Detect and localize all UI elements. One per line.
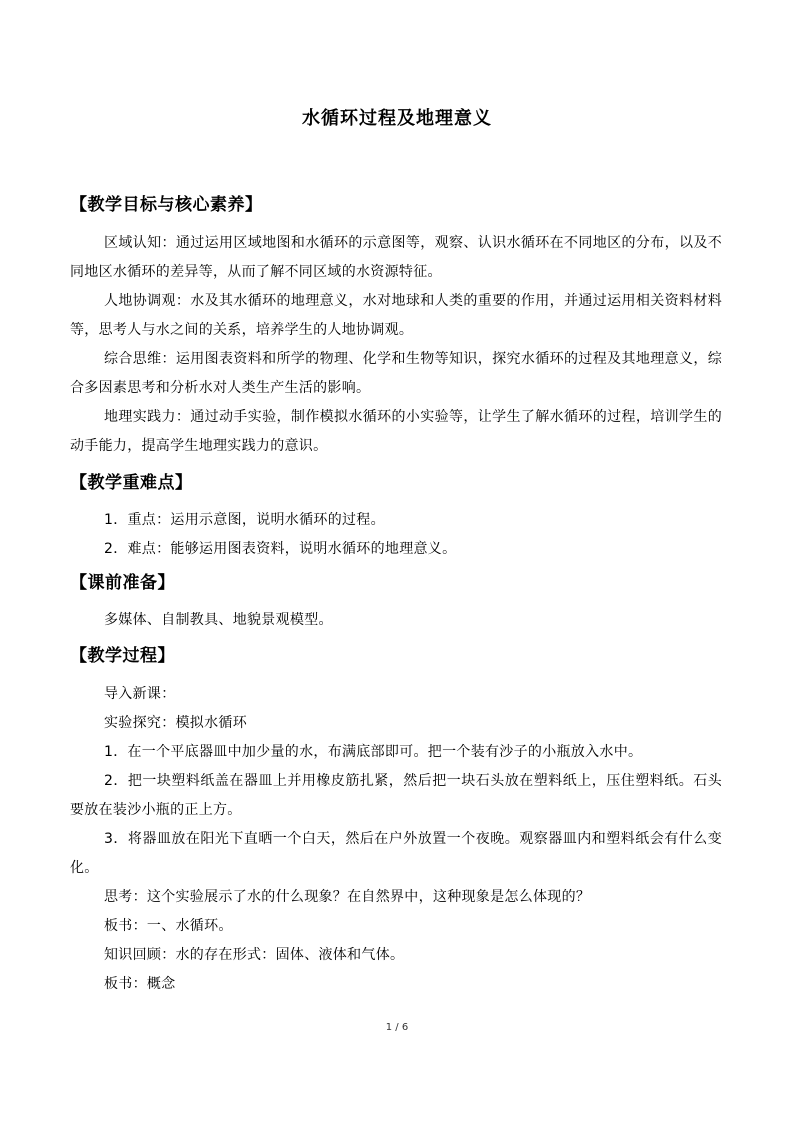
process-think: 思考：这个实验展示了水的什么现象？在自然界中，这种现象是怎么体现的？ — [104, 889, 591, 905]
objective-paragraph: 区域认知：通过运用区域地图和水循环的示意图等，观察、认识水循环在不同地区的分布，以及不同地区水循环的差异等，从而了解不同区域的水资源特征。 — [70, 235, 722, 280]
page-number: 1 / 6 — [385, 1022, 409, 1033]
key-point-item: 1．重点：运用示意图，说明水循环的过程。 — [104, 512, 385, 528]
page-title: 水循环过程及地理意义 — [302, 108, 492, 129]
process-board-1: 板书：一、水循环。 — [104, 918, 233, 934]
objective-paragraph: 综合思维：运用图表资料和所学的物理、化学和生物等知识，探究水循环的过程及其地理意义，综合多因素思考和分析水对人类生产生活的影响。 — [70, 351, 722, 396]
process-intro: 导入新课： — [104, 686, 176, 702]
key-point-item: 2．难点：能够运用图表资料，说明水循环的地理意义。 — [104, 541, 457, 557]
process-experiment: 实验探究：模拟水循环 — [104, 715, 247, 731]
process-review: 知识回顾：水的存在形式：固体、液体和气体。 — [104, 947, 405, 963]
experiment-step: 1．在一个平底器皿中加少量的水，布满底部即可。把一个装有沙子的小瓶放入水中。 — [104, 744, 643, 760]
experiment-step: 2．把一块塑料纸盖在器皿上并用橡皮筋扎紧，然后把一块石头放在塑料纸上，压住塑料纸。石头要放在装沙小瓶的正上方。 — [70, 773, 722, 818]
objective-paragraph: 地理实践力：通过动手实验，制作模拟水循环的小实验等，让学生了解水循环的过程，培训学生的动手能力，提高学生地理实践力的意识。 — [70, 409, 722, 454]
experiment-step: 3．将器皿放在阳光下直晒一个白天，然后在户外放置一个夜晚。观察器皿内和塑料纸会有什么变化。 — [70, 831, 722, 876]
section-heading-preparation: 【课前准备】 — [70, 573, 175, 593]
section-heading-key-points: 【教学重难点】 — [70, 473, 193, 493]
section-heading-objectives: 【教学目标与核心素养】 — [70, 195, 263, 215]
objective-paragraph: 人地协调观：水及其水循环的地理意义，水对地球和人类的重要的作用，并通过运用相关资料材料等，思考人与水之间的关系，培养学生的人地协调观。 — [70, 293, 722, 338]
section-heading-process: 【教学过程】 — [70, 646, 175, 666]
preparation-text: 多媒体、自制教具、地貌景观模型。 — [104, 612, 333, 628]
process-board-2: 板书：概念 — [104, 976, 176, 992]
